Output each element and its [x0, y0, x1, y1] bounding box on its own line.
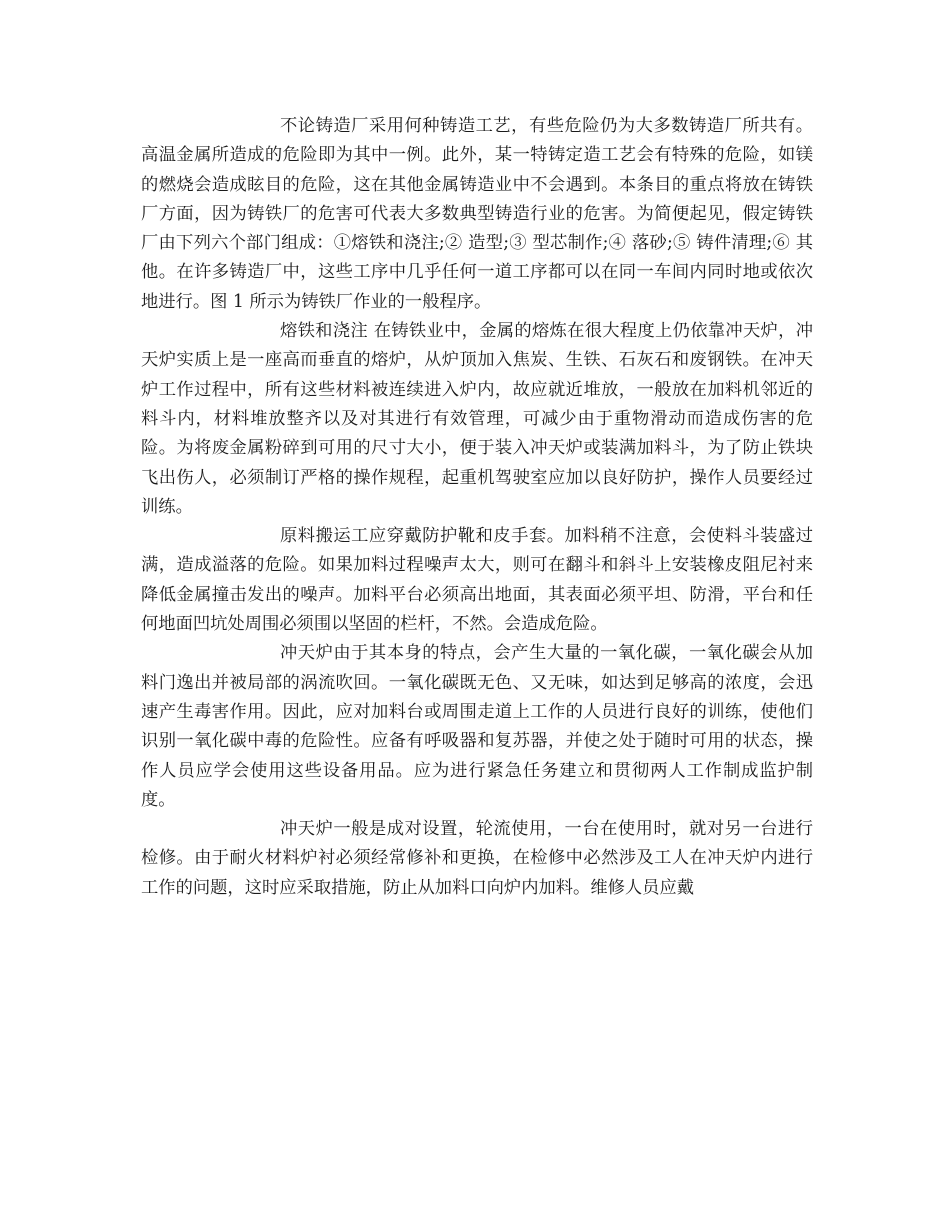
paragraph-melting-pouring: 熔铁和浇注 在铸铁业中，金属的熔炼在很大程度上仍依靠冲天炉，冲天炉实质上是一座高而垂直的熔炉，从炉顶加入焦炭、生铁、石灰石和废钢铁。在冲天炉工作过程中，所有这些材料被连续进入炉内，故应就近堆放，一般放在加料机邻近的料斗内，材料堆放整齐以及对其进行有效管理，可减少由于重物滑动而造成伤害的危险。为将废金属粉碎到可用的尺寸大小，便于装入冲天炉或装满加料斗，为了防止铁块飞出伤人，必须制订严格的操作规程，起重机驾驶室应加以良好防护，操作人员要经过训练。: [141, 321, 813, 517]
paragraph-intro: 不论铸造厂采用何种铸造工艺，有些危险仍为大多数铸造厂所共有。高温金属所造成的危险即为其中一例。此外，某一特铸定造工艺会有特殊的危险，如镁的燃烧会造成眩目的危险，这在其他金属铸造业中不会遇到。本条目的重点将放在铸铁厂方面，因为铸铁厂的危害可代表大多数典型铸造行业的危害。为简便起见，假定铸铁厂由下列六个部门组成：①熔铁和浇注;② 造型;③ 型芯制作;④ 落砂;⑤ 铸件清理;⑥ 其他。在许多铸造厂中，这些工序中几乎任何一道工序都可以在同一车间内同时地或依次地进行。图 1 所示为铸铁厂作业的一般程序。: [141, 116, 813, 312]
paragraph-carbon-monoxide: 冲天炉由于其本身的特点，会产生大量的一氧化碳，一氧化碳会从加料门逸出并被局部的涡流吹回。一氧化碳既无色、又无味，如达到足够高的浓度，会迅速产生毒害作用。因此，应对加料台或周围走道上工作的人员进行良好的训练，使他们识别一氧化碳中毒的危险性。应备有呼吸器和复苏器，并使之处于随时可用的状态，操作人员应学会使用这些设备用品。应为进行紧急任务建立和贯彻两人工作制成监护制度。: [141, 643, 813, 810]
paragraph-material-handling: 原料搬运工应穿戴防护靴和皮手套。加料稍不注意，会使料斗装盛过满，造成溢落的危险。如果加料过程噪声太大，则可在翻斗和斜斗上安装橡皮阻尼衬来降低金属撞击发出的噪声。加料平台必须高出地面，其表面必须平坦、防滑，平台和任何地面凹坑处周围必须围以坚固的栏杆，不然。会造成危险。: [141, 526, 813, 635]
paragraph-cupola-maintenance: 冲天炉一般是成对设置，轮流使用，一台在使用时，就对另一台进行检修。由于耐火材料炉衬必须经常修补和更换，在检修中必然涉及工人在冲天炉内进行工作的问题，这时应采取措施，防止从加料口向炉内加料。维修人员应戴: [141, 819, 813, 898]
document-body: [141, 112, 813, 903]
